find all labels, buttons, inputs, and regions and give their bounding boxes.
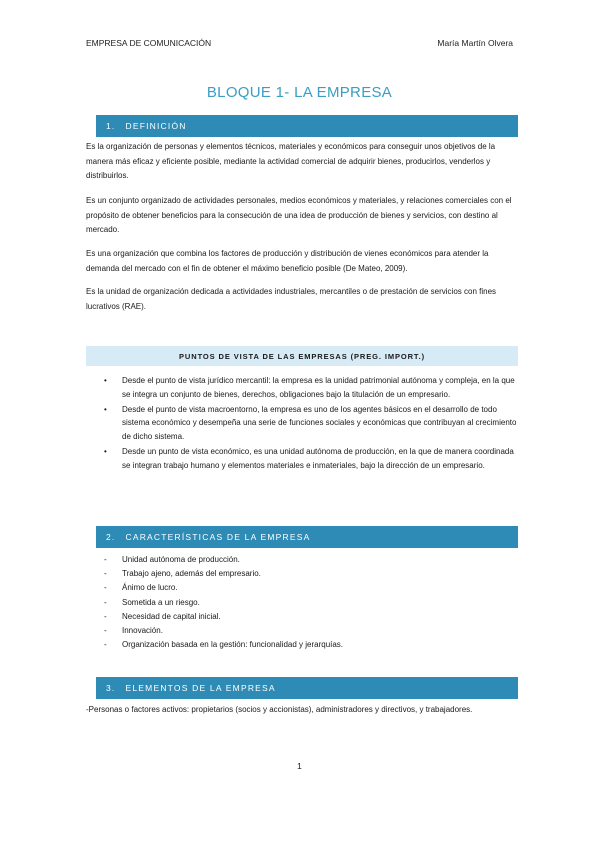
list-item <box>86 567 518 581</box>
list-item <box>86 624 518 638</box>
list-item <box>86 596 518 610</box>
list-item <box>86 374 518 402</box>
list-item <box>86 610 518 624</box>
page-header <box>86 38 513 48</box>
bullet-icon: • <box>104 376 107 385</box>
list-item-text: Organización basada en la gestión: funcionalidad y jerarquías. <box>122 640 344 650</box>
list-item-text: Necesidad de capital inicial. <box>122 611 221 621</box>
list-item <box>86 403 518 444</box>
header-left: EMPRESA DE COMUNICACIÓN <box>86 38 212 48</box>
definition-paragraph-3: Es una organización que combina los factores de producción y distribución de vienes económicos para atender la demanda del mercado con el fin de obtener el máximo beneficio posible (De Mateo, 2009). <box>86 249 489 273</box>
section-2-number: 2. <box>106 532 116 542</box>
section-1-number: 1. <box>106 121 116 131</box>
dash-marker: - <box>104 640 107 650</box>
definition-paragraph-1: Es la organización de personas y elementos técnicos, materiales y económicos para conseguir unos objetivos de la manera más eficaz y eficiente posible, mediante la actividad comercial de adquirir bienes, producirlos, venderlos y distribuirlos. <box>86 142 496 180</box>
list-item-text: Trabajo ajeno, además del empresario. <box>122 569 261 579</box>
page-title: BLOQUE 1- LA EMPRESA <box>206 84 393 101</box>
section-3-number: 3. <box>106 683 116 693</box>
list-item-text: Desde un punto de vista económico, es una unidad autónoma de producción, en la que de manera coordinada se integran trabajo humano y elementos materiales e inmateriales, bajo la dirección de un empresario. <box>122 446 514 470</box>
page-number: 1 <box>297 761 302 771</box>
section-2-label: CARACTERÍSTICAS DE LA EMPRESA <box>125 532 311 542</box>
list-item-text: Innovación. <box>122 626 163 636</box>
dash-marker: - <box>104 583 107 593</box>
elements-paragraph: -Personas o factores activos: propietarios (socios y accionistas), administradores y directivos, y trabajadores. <box>86 705 473 714</box>
list-item <box>86 638 518 652</box>
section-1-label: DEFINICIÓN <box>125 121 187 131</box>
list-item <box>86 553 518 567</box>
section-1-heading <box>96 115 518 137</box>
dash-marker: - <box>104 611 107 621</box>
definition-paragraph-2: Es un conjunto organizado de actividades personales, medios económicos y materiales, y relaciones comerciales con el propósito de obtener beneficios para la consecución de una idea de producción de bienes y servicios, con destino al mercado. <box>86 196 512 234</box>
subsection-heading: PUNTOS DE VISTA DE LAS EMPRESAS (PREG. IMPORT.) <box>86 346 518 366</box>
list-item <box>86 445 518 473</box>
dash-marker: - <box>104 626 107 636</box>
section-2-heading <box>96 526 518 548</box>
definition-paragraph-4: Es la unidad de organización dedicada a actividades industriales, mercantiles o de prestación de servicios con fines lucrativos (RAE). <box>86 287 497 311</box>
section-3-heading <box>96 677 518 699</box>
list-item-text: Desde el punto de vista jurídico mercantil: la empresa es la unidad patrimonial autónoma y compleja, en la que se integra un conjunto de bienes, derechos, obligaciones bajo la titulación de un empresario. <box>122 376 515 399</box>
list-item-text: Desde el punto de vista macroentorno, la empresa es uno de los agentes básicos en el desarrollo de todo sistema económico y desempeña una serie de funciones sociales y económicas que contribuyan al crecimiento de dicho sistema. <box>122 404 517 442</box>
list-item-text: Unidad autónoma de producción. <box>122 555 240 564</box>
list-item <box>86 581 518 595</box>
characteristics-list <box>86 553 518 652</box>
dash-marker: - <box>104 569 107 579</box>
header-right: María Martín Olvera <box>437 38 513 48</box>
bullet-icon: • <box>104 446 107 456</box>
viewpoints-list <box>86 374 518 474</box>
list-item-text: Ánimo de lucro. <box>122 583 178 593</box>
list-item-text: Sometida a un riesgo. <box>122 597 200 607</box>
section-3-label: ELEMENTOS DE LA EMPRESA <box>125 683 276 693</box>
dash-marker: - <box>104 555 107 564</box>
dash-marker: - <box>104 597 107 607</box>
bullet-icon: • <box>104 404 107 414</box>
